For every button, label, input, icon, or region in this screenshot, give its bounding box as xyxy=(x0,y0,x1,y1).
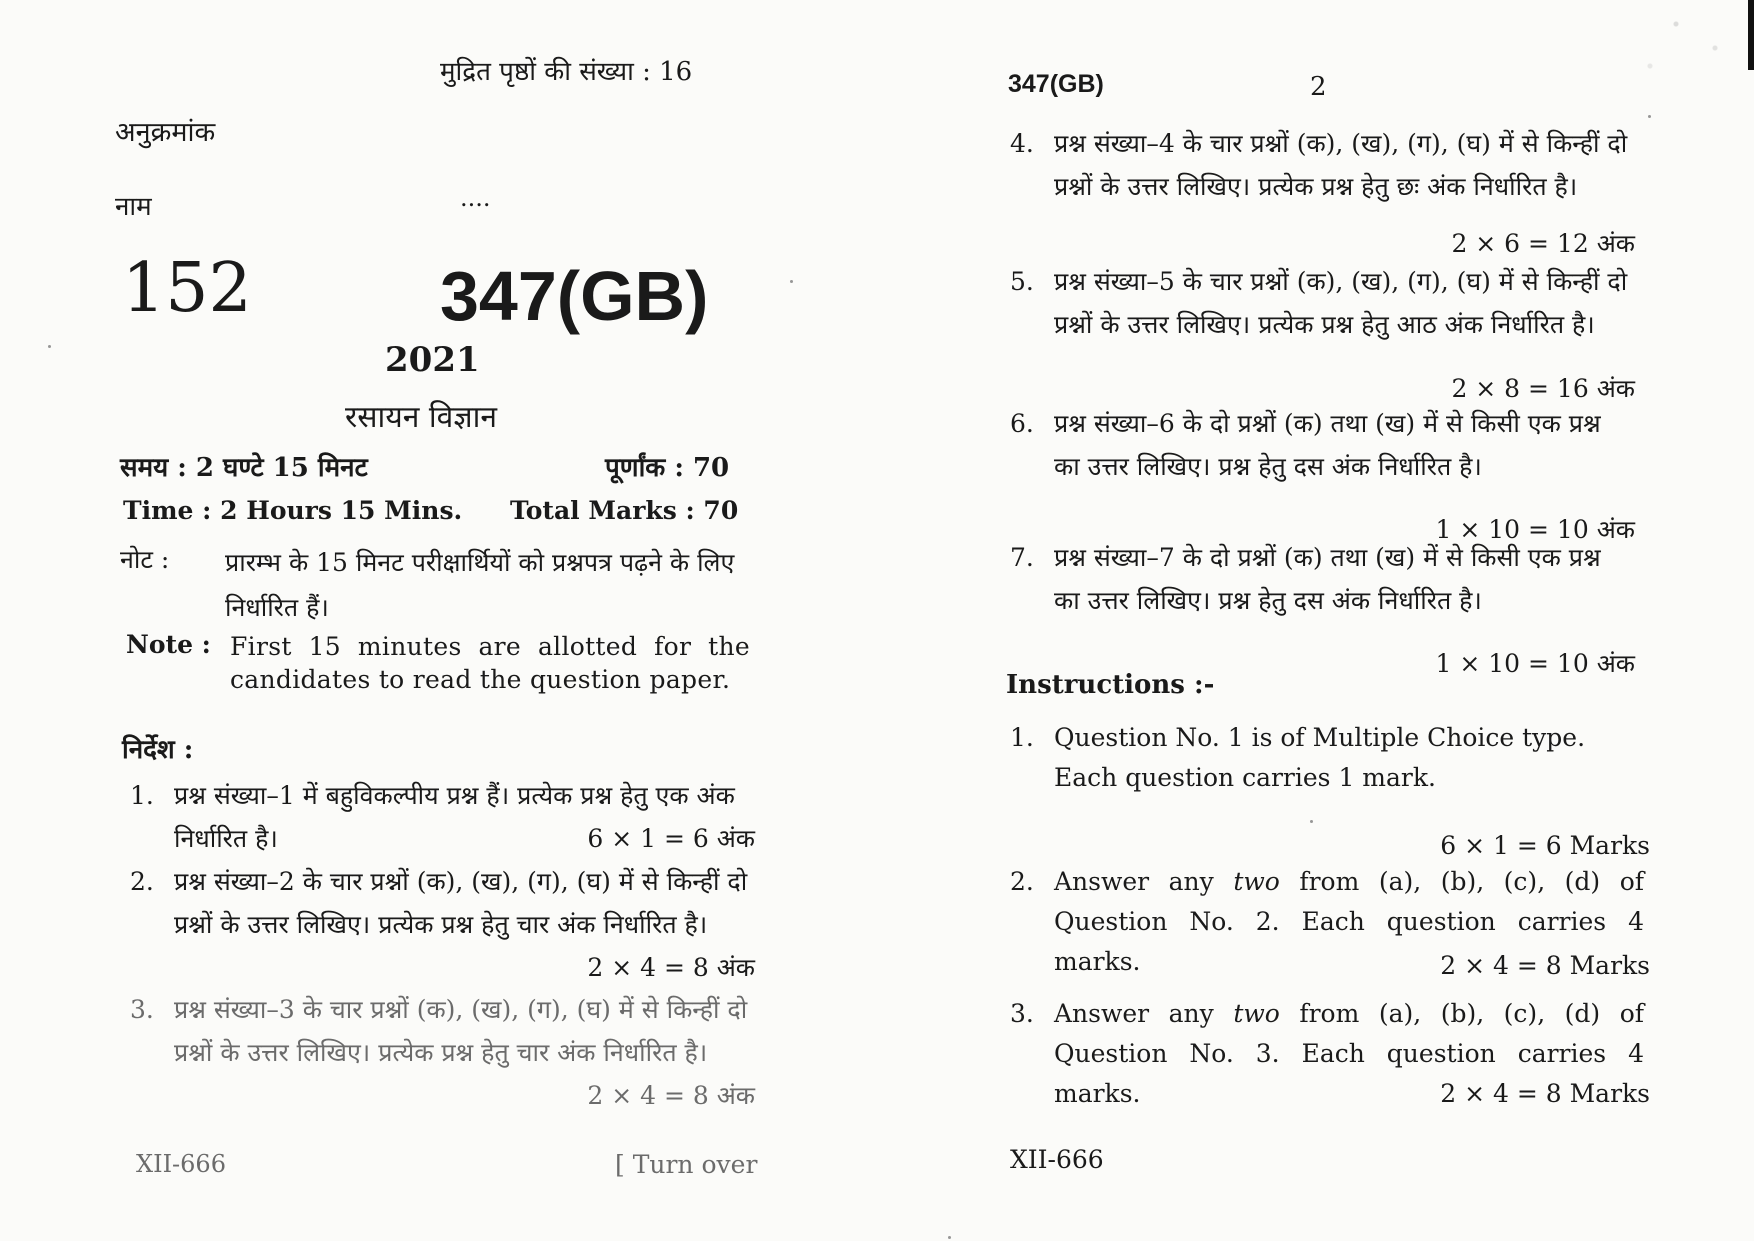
name-dots: .... xyxy=(460,184,491,212)
scan-speck xyxy=(48,345,51,348)
scan-noise xyxy=(1494,0,1754,120)
item-number: 2. xyxy=(130,867,154,896)
item-marks: 2 × 4 = 8 Marks xyxy=(1440,951,1650,980)
direction-item-3 xyxy=(130,988,755,1118)
item-marks: 6 × 1 = 6 Marks xyxy=(1440,831,1650,860)
item-number: 3. xyxy=(130,995,154,1024)
note-english-label: Note : xyxy=(126,630,211,659)
item-marks: 2 × 4 = 8 अंक xyxy=(587,953,755,982)
direction-item-6 xyxy=(1010,402,1635,542)
code-number: 152 xyxy=(122,249,252,328)
time-english: Time : 2 Hours 15 Mins. xyxy=(123,496,463,525)
note-english-text: First 15 minutes are allotted for the candidates to read the question paper. xyxy=(230,632,750,694)
instructions-label: Instructions :- xyxy=(1006,670,1215,700)
paper-code: 347(GB) xyxy=(440,257,709,335)
scan-edge xyxy=(1748,0,1754,70)
instruction-item-2 xyxy=(1010,862,1650,992)
left-page xyxy=(0,0,860,1241)
item-text-emphasis: two xyxy=(1233,999,1280,1028)
roll-number-label: अनुक्रमांक xyxy=(115,117,216,148)
item-number: 5. xyxy=(1010,267,1034,296)
item-marks: 2 × 4 = 8 अंक xyxy=(587,1081,755,1110)
exam-year: 2021 xyxy=(385,340,480,380)
item-text: प्रश्न संख्या–6 के दो प्रश्नों (क) तथा (ख) में से किसी एक प्रश्न का उत्तर लिखिए। प्रश्न हेतु दस अंक निर्धारित है। xyxy=(1054,409,1601,481)
page-number: 2 xyxy=(1310,72,1327,102)
item-marks: 2 × 6 = 12 अंक xyxy=(1451,229,1635,258)
scan-speck xyxy=(1310,820,1313,823)
item-number: 1. xyxy=(1010,723,1034,752)
item-text: प्रश्न संख्या–5 के चार प्रश्नों (क), (ख), (ग), (घ) में से किन्हीं दो प्रश्नों के उत्तर लिखिए। प्रत्येक प्रश्न हेतु आठ अंक निर्धारित है। xyxy=(1054,267,1628,339)
instruction-item-1 xyxy=(1010,718,1650,868)
direction-item-1 xyxy=(130,774,755,864)
scan-speck xyxy=(1648,115,1651,118)
item-text-part: Answer any xyxy=(1054,999,1234,1028)
item-number: 4. xyxy=(1010,129,1034,158)
item-text: प्रश्न संख्या–3 के चार प्रश्नों (क), (ख), (ग), (घ) में से किन्हीं दो प्रश्नों के उत्तर लिखिए। प्रत्येक प्रश्न हेतु चार अंक निर्धारित है। xyxy=(174,995,748,1067)
item-number: 7. xyxy=(1010,543,1034,572)
note-hindi-text: प्रारम्भ के 15 मिनट परीक्षार्थियों को प्रश्नपत्र पढ़ने के लिए निर्धारित हैं। xyxy=(225,548,735,622)
subject-title: रसायन विज्ञान xyxy=(345,400,498,435)
item-text-emphasis: two xyxy=(1233,867,1280,896)
directions-label: निर्देश : xyxy=(122,735,194,765)
item-text: प्रश्न संख्या–4 के चार प्रश्नों (क), (ख), (ग), (घ) में से किन्हीं दो प्रश्नों के उत्तर लिखिए। प्रत्येक प्रश्न हेतु छः अंक निर्धारित है। xyxy=(1054,129,1628,201)
direction-item-7 xyxy=(1010,536,1635,676)
time-hindi: समय : 2 घण्टे 15 मिनट xyxy=(120,453,368,483)
printed-pages-count: मुद्रित पृष्ठों की संख्या : 16 xyxy=(440,57,693,87)
scan-speck xyxy=(948,1236,951,1239)
item-marks: 6 × 1 = 6 अंक xyxy=(587,824,755,853)
item-text-part: from (a), (b), (c), (d) of Question No. 3. Each question carries 4 marks. xyxy=(1054,999,1644,1108)
instruction-item-3 xyxy=(1010,994,1650,1124)
item-number: 1. xyxy=(130,781,154,810)
marks-english: Total Marks : 70 xyxy=(510,496,739,525)
item-marks: 2 × 8 = 16 अंक xyxy=(1451,374,1635,403)
direction-item-5 xyxy=(1010,260,1635,403)
item-text-part: Answer any xyxy=(1054,867,1234,896)
name-label: नाम xyxy=(115,192,152,222)
item-text: प्रश्न संख्या–1 में बहुविकल्पीय प्रश्न हैं। प्रत्येक प्रश्न हेतु एक अंक निर्धारित है। xyxy=(174,781,735,853)
item-text: प्रश्न संख्या–7 के दो प्रश्नों (क) तथा (ख) में से किसी एक प्रश्न का उत्तर लिखिए। प्रश्न हेतु दस अंक निर्धारित है। xyxy=(1054,543,1601,615)
item-number: 2. xyxy=(1010,867,1034,896)
footer-code: XII-666 xyxy=(1010,1145,1104,1174)
item-text: Question No. 1 is of Multiple Choice type. Each question carries 1 mark. xyxy=(1054,723,1586,792)
item-text: प्रश्न संख्या–2 के चार प्रश्नों (क), (ख), (ग), (घ) में से किन्हीं दो प्रश्नों के उत्तर लिखिए। प्रत्येक प्रश्न हेतु चार अंक निर्धारित है। xyxy=(174,867,748,939)
item-number: 3. xyxy=(1010,999,1034,1028)
item-marks: 1 × 10 = 10 अंक xyxy=(1435,515,1635,544)
footer-code: XII-666 xyxy=(136,1150,226,1178)
item-marks: 1 × 10 = 10 अंक xyxy=(1435,649,1635,678)
turn-over-label: [ Turn over xyxy=(615,1150,758,1179)
marks-hindi: पूर्णांक : 70 xyxy=(605,453,730,483)
item-text-part: from (a), (b), (c), (d) of Question No. 2. Each question carries 4 marks. xyxy=(1054,867,1644,976)
scan-speck xyxy=(790,280,793,283)
right-page xyxy=(980,0,1754,1241)
header-paper-code: 347(GB) xyxy=(1008,70,1104,98)
item-marks: 2 × 4 = 8 Marks xyxy=(1440,1079,1650,1108)
direction-item-2 xyxy=(130,860,755,990)
note-hindi-label: नोट : xyxy=(120,545,170,574)
direction-item-4 xyxy=(1010,122,1635,262)
item-number: 6. xyxy=(1010,409,1034,438)
